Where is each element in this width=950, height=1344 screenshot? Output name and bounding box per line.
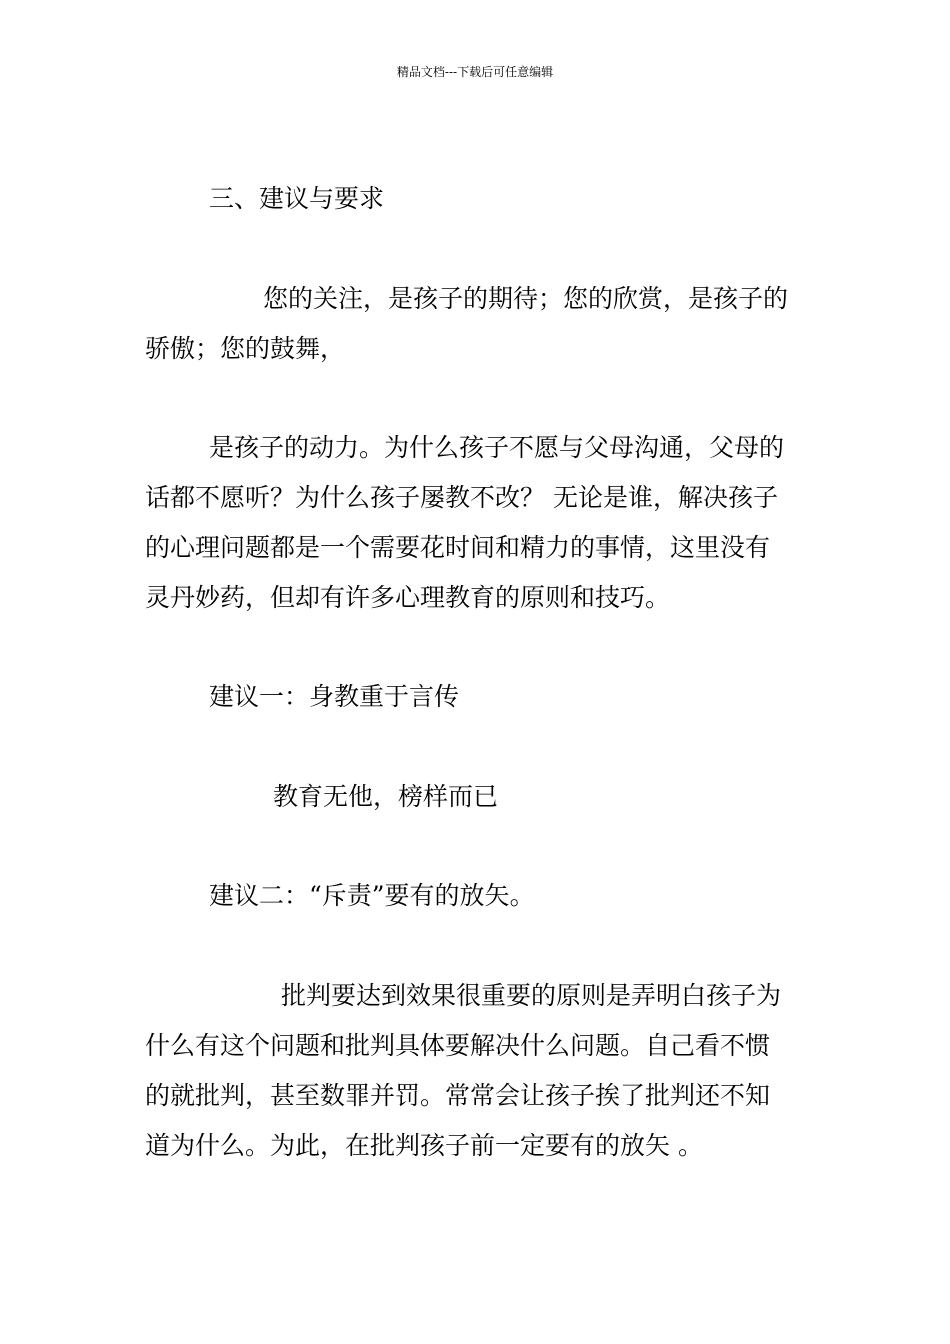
page-header: 精品文档---下载后可任意编辑 xyxy=(396,65,554,79)
paragraph-2 xyxy=(145,423,807,623)
paragraph-line: 灵丹妙药，但却有许多心理教育的原则和技巧。 xyxy=(145,583,671,612)
section-heading xyxy=(145,174,807,224)
paragraph-line: 您的关注，是孩子的期待；您的欣赏，是孩子的 xyxy=(263,284,789,313)
section-heading-text: 三、建议与要求 xyxy=(209,184,385,213)
suggestion-1-heading xyxy=(145,672,807,722)
suggestion-2-heading xyxy=(145,871,807,921)
paragraph-line: 什么有这个问题和批判具体要解决什么问题。自己看不惯 xyxy=(145,1031,771,1060)
paragraph-1 xyxy=(145,274,807,374)
suggestion-heading-text: 建议一：身教重于言传 xyxy=(209,682,460,711)
paragraph-line: 话都不愿听？为什么孩子屡教不改？ 无论是谁，解决孩子 xyxy=(145,483,778,512)
suggestion-heading-text: 建议二：“斥责”要有的放矢。 xyxy=(209,881,535,910)
paragraph-line: 的就批判，甚至数罪并罚。常常会让孩子挨了批判还不知 xyxy=(145,1081,771,1110)
paragraph-line: 道为什么。为此，在批判孩子前一定要有的放矢 。 xyxy=(145,1131,703,1160)
suggestion-body-text: 教育无他，榜样而已 xyxy=(273,782,499,811)
suggestion-1-body xyxy=(145,772,807,822)
paragraph-3 xyxy=(145,971,807,1171)
paragraph-line: 是孩子的动力。为什么孩子不愿与父母沟通，父母的 xyxy=(209,433,785,462)
paragraph-line: 批判要达到效果很重要的原则是弄明白孩子为 xyxy=(281,981,782,1010)
paragraph-line: 骄傲；您的鼓舞， xyxy=(145,334,346,363)
paragraph-line: 的心理问题都是一个需要花时间和精力的事情，这里没有 xyxy=(145,533,771,562)
